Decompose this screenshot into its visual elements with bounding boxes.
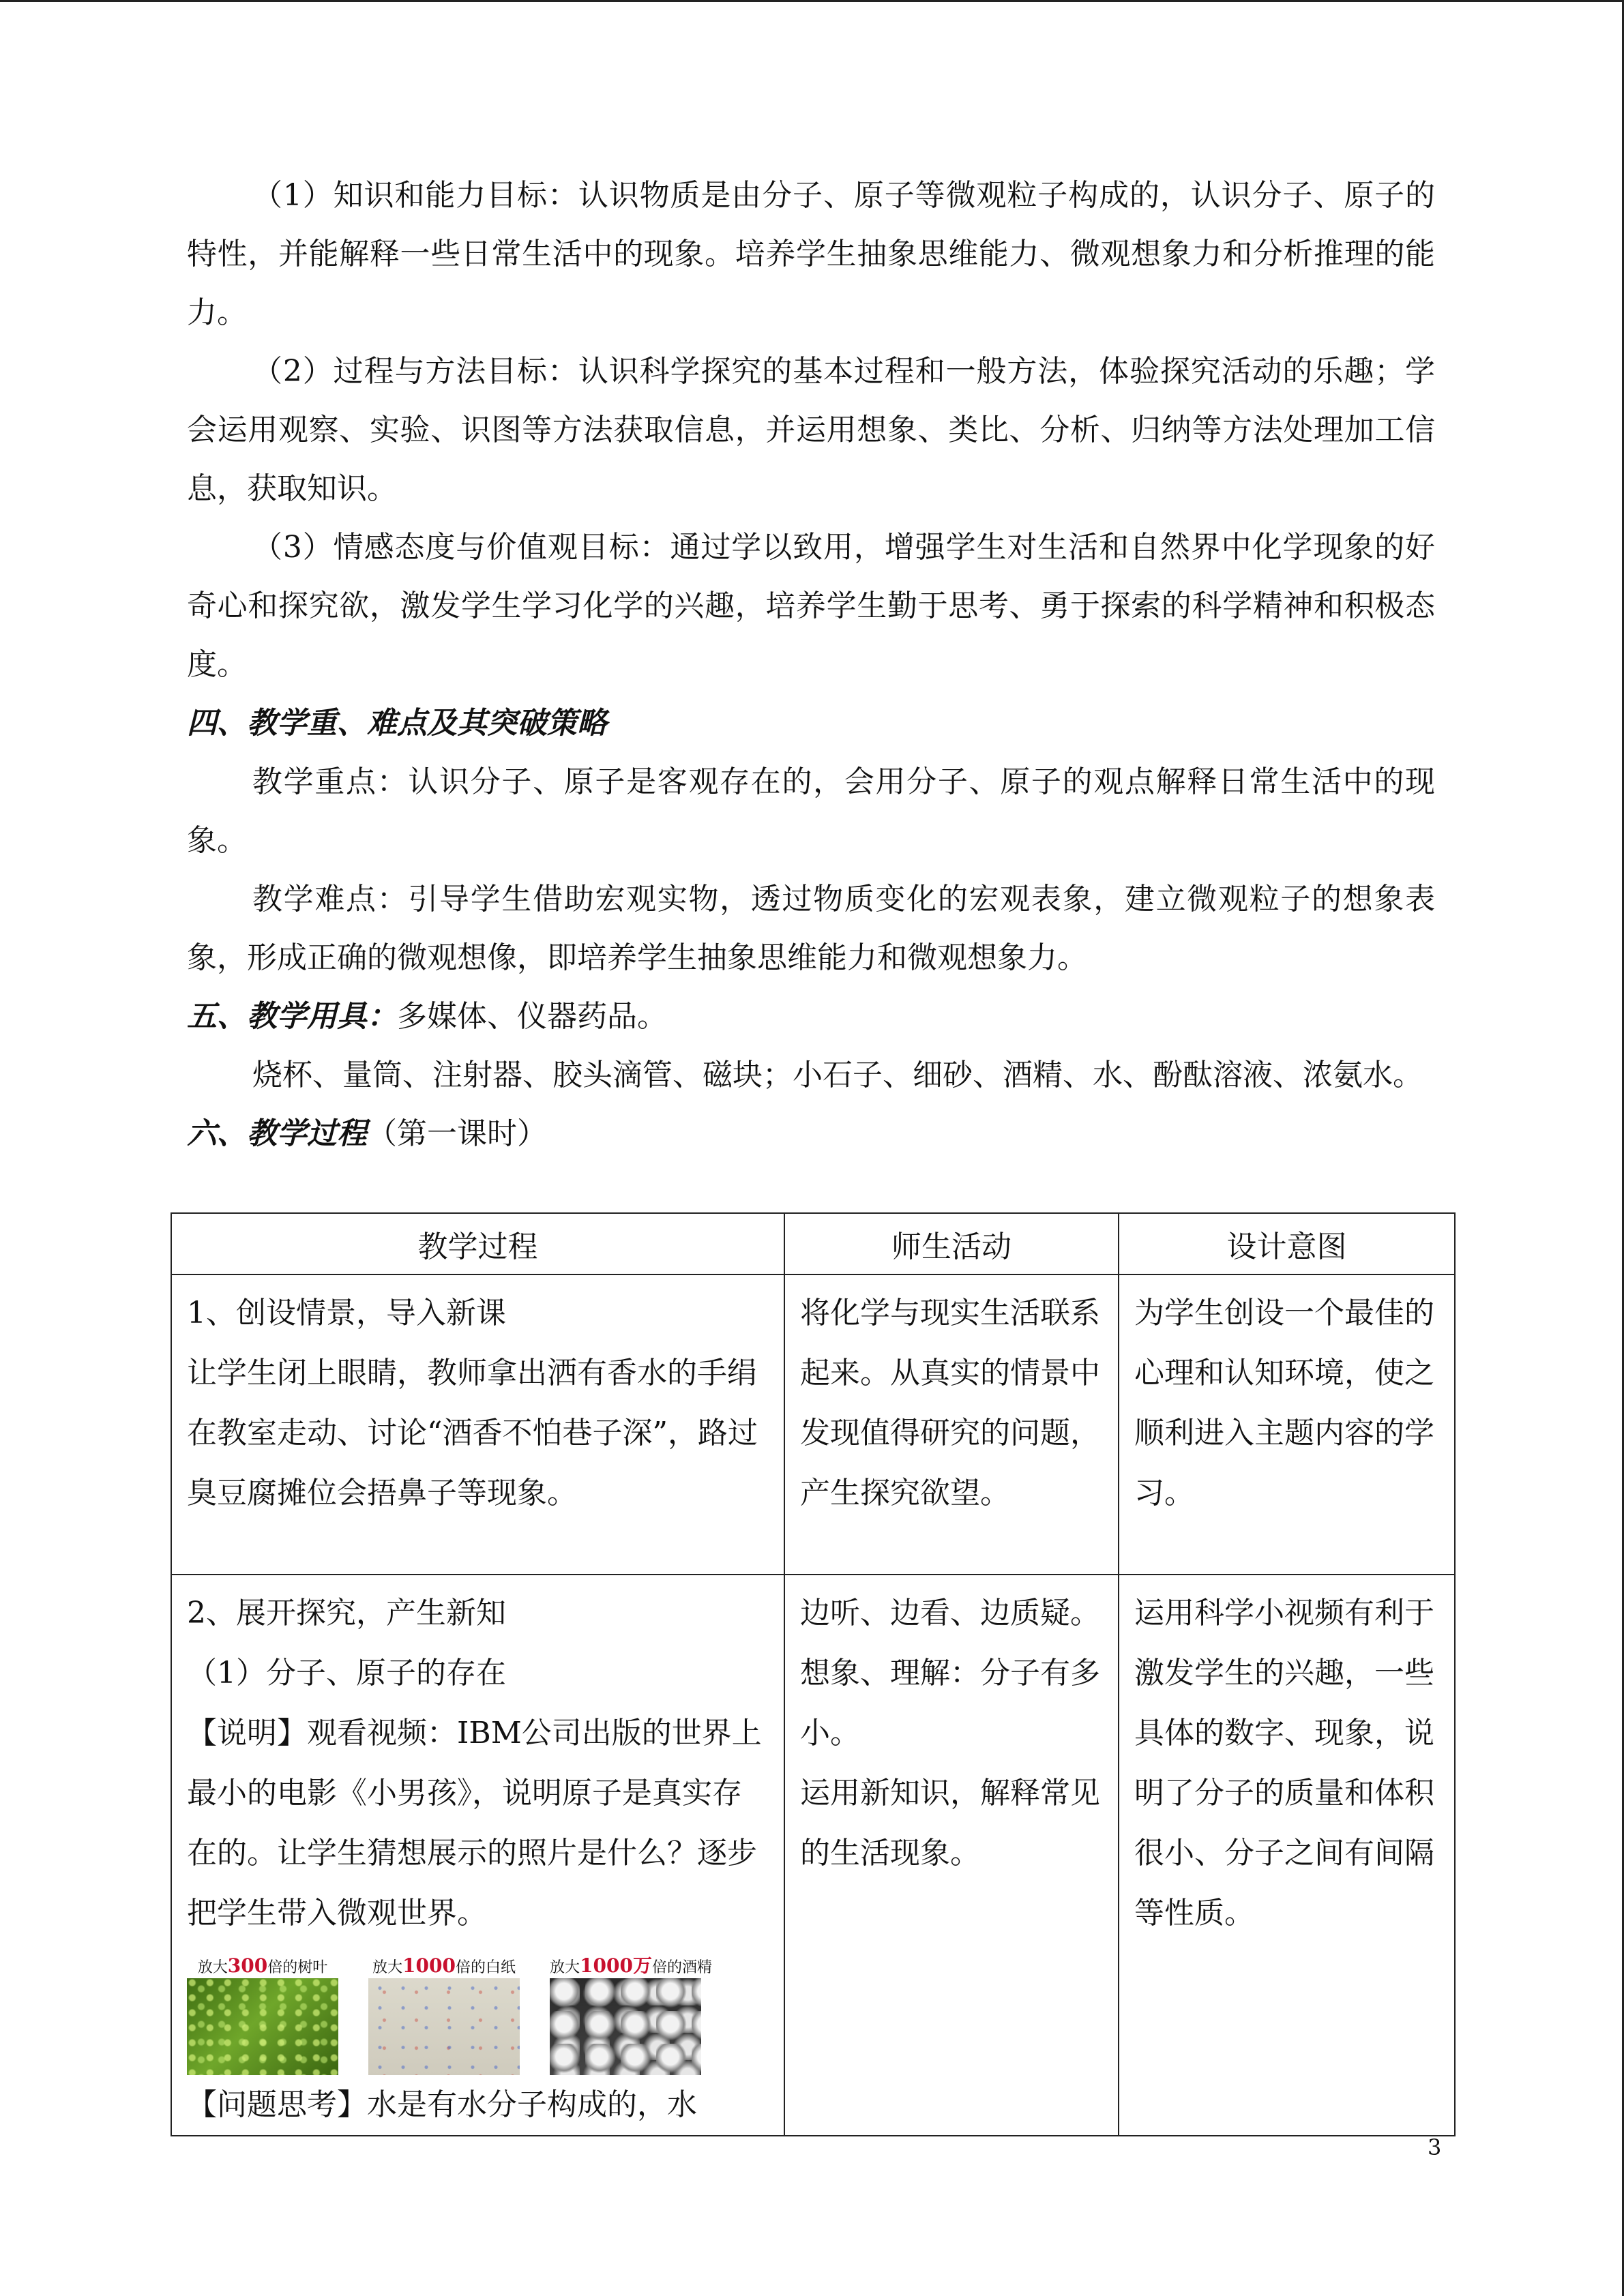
photo-caption: 放大1000万倍的酒精 <box>550 1954 712 1977</box>
photo-caption: 放大1000倍的白纸 <box>372 1954 516 1977</box>
header-intent: 设计意图 <box>1119 1213 1455 1274</box>
table-row <box>171 1575 1455 2136</box>
process-text: 让学生闭上眼睛，教师拿出洒有香水的手绢在教室走动、讨论“酒香不怕巷子深”，路过臭豆腐摊位会捂鼻子等现象。 <box>187 1356 758 1510</box>
page-number: 3 <box>1428 2134 1442 2160</box>
activity-text: 将化学与现实生活联系起来。从真实的情景中发现值得研究的问题，产生探究欲望。 <box>800 1296 1100 1510</box>
intent-cell <box>1119 1274 1455 1575</box>
process-title: 1、创设情景，导入新课 <box>187 1296 506 1330</box>
table-row <box>171 1274 1455 1575</box>
section5-line <box>187 987 1435 1046</box>
process-subtitle: （1）分子、原子的存在 <box>187 1656 506 1690</box>
intent-text: 运用科学小视频有利于激发学生的兴趣，一些具体的数字、现象，说明了分子的质量和体积很小、分子之间有间隔等性质。 <box>1134 1596 1434 1930</box>
equipment-list: 烧杯、量筒、注射器、胶头滴管、磁块；小石子、细砂、酒精、水、酚酞溶液、浓氨水。 <box>252 1058 1423 1092</box>
intent-cell <box>1119 1575 1455 2136</box>
process-cell <box>171 1575 784 2136</box>
teaching-process-table <box>171 1212 1456 2136</box>
photo-leaf <box>187 1956 338 2075</box>
table-header-row <box>171 1213 1455 1274</box>
objectives-block <box>187 166 1435 1163</box>
section5-heading: 五、教学用具： <box>187 999 397 1034</box>
objective-attitude: （3）情感态度与价值观目标：通过学以致用，增强学生对生活和自然界中化学现象的好奇心和探究欲，激发学生学习化学的兴趣，培养学生勤于思考、勇于探索的科学精神和积极态度。 <box>187 530 1435 682</box>
section4-heading: 四、教学重、难点及其突破策略 <box>187 706 607 741</box>
magnified-photos <box>187 1956 769 2075</box>
header-activity: 师生活动 <box>784 1213 1119 1274</box>
activity-text: 边听、边看、边质疑。想象、理解：分子有多小。 <box>800 1596 1100 1750</box>
activity-text: 运用新知识，解释常见的生活现象。 <box>800 1776 1100 1870</box>
objective-knowledge: （1）知识和能力目标：认识物质是由分子、原子等微观粒子构成的，认识分子、原子的特性，并能解释一些日常生活中的现象。培养学生抽象思维能力、微观想象力和分析推理的能力。 <box>187 178 1435 330</box>
process-text: 【说明】观看视频：IBM公司出版的世界上最小的电影《小男孩》，说明原子是真实存在的。让学生猜想展示的照片是什么？逐步把学生带入微观世界。 <box>187 1716 762 1930</box>
header-process: 教学过程 <box>171 1213 784 1274</box>
section6-line <box>187 1105 1435 1163</box>
section6-heading: 六、教学过程 <box>187 1116 367 1151</box>
paper-image <box>368 1978 520 2075</box>
section6-note: （第一课时） <box>367 1116 547 1151</box>
difficulty: 教学难点：引导学生借助宏观实物，透过物质变化的宏观表象，建立微观粒子的想象表象，形成正确的微观想像，即培养学生抽象思维能力和微观想象力。 <box>187 882 1435 975</box>
process-title: 2、展开探究，产生新知 <box>187 1596 506 1630</box>
top-border <box>0 0 1624 2</box>
activity-cell <box>784 1274 1119 1575</box>
activity-cell <box>784 1575 1119 2136</box>
key-point: 教学重点：认识分子、原子是客观存在的，会用分子、原子的观点解释日常生活中的现象。 <box>187 764 1435 858</box>
section5-heading-rest: 多媒体、仪器药品。 <box>397 999 667 1034</box>
objective-process: （2）过程与方法目标：认识科学探究的基本过程和一般方法，体验探究活动的乐趣；学会运用观察、实验、识图等方法获取信息，并运用想象、类比、分析、归纳等方法处理加工信息，获取知识。 <box>187 354 1435 506</box>
photo-paper <box>368 1956 520 2075</box>
process-cell <box>171 1274 784 1575</box>
intent-text: 为学生创设一个最佳的心理和认知环境，使之顺利进入主题内容的学习。 <box>1134 1296 1434 1510</box>
process-tail: 【问题思考】水是有水分子构成的，水 <box>187 2087 697 2122</box>
leaf-image <box>187 1978 338 2075</box>
photo-caption: 放大300倍的树叶 <box>197 1954 328 1977</box>
alcohol-image <box>550 1978 701 2075</box>
photo-alcohol <box>550 1954 712 2075</box>
